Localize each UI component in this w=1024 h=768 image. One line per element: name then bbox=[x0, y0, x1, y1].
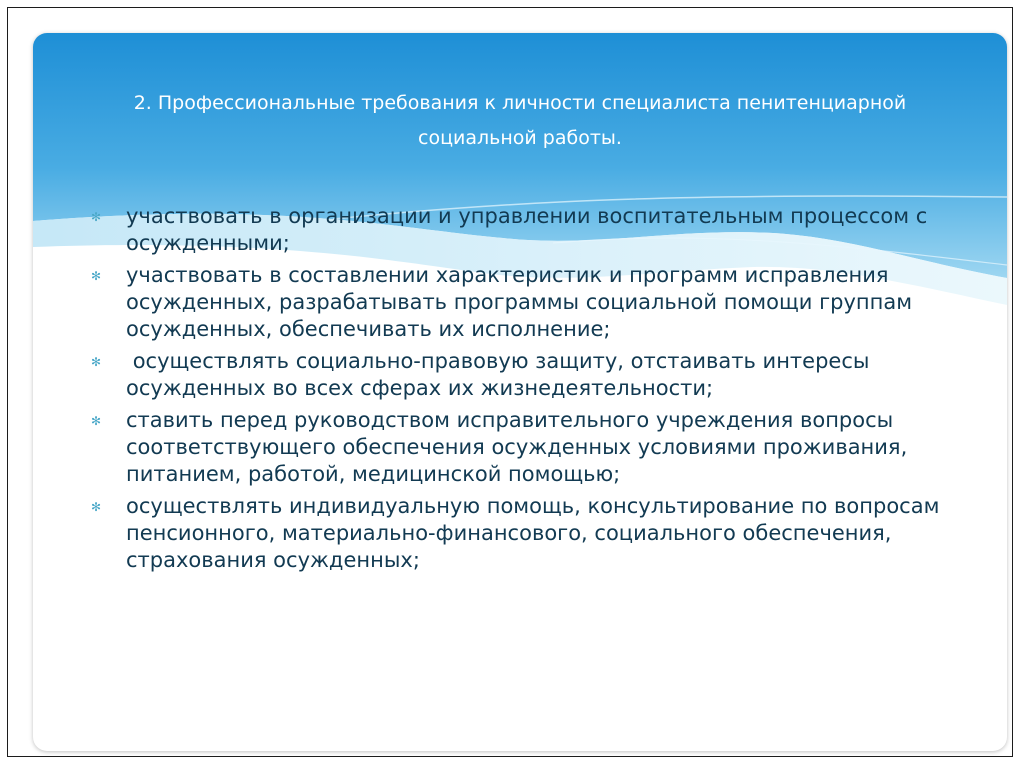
bullet-text: осуществлять индивидуальную помощь, консультирование по вопросам пенсионного, материально-финансового, социального обеспечения, страхования осужденных; bbox=[126, 494, 947, 572]
bullet-text: участвовать в составлении характеристик и программ исправления осужденных, разрабатывать программы социальной помощи группам осужденных, обеспечивать их исполнение; bbox=[126, 263, 919, 341]
presentation-frame bbox=[7, 7, 1013, 757]
list-item bbox=[91, 348, 971, 402]
requirements-list bbox=[91, 203, 971, 579]
slide bbox=[33, 33, 1007, 751]
asterisk-bullet-icon: ✻ bbox=[91, 414, 102, 428]
bullet-text: ставить перед руководством исправительного учреждения вопросы соответствующего обеспечения осужденных условиями проживания, питанием, работой, медицинской помощью; bbox=[126, 408, 914, 486]
list-item bbox=[91, 493, 971, 574]
asterisk-bullet-icon: ✻ bbox=[91, 210, 102, 224]
bullet-text: участвовать в организации и управлении воспитательным процессом с осужденными; bbox=[126, 204, 934, 255]
asterisk-bullet-icon: ✻ bbox=[91, 269, 102, 283]
slide-title: 2. Профессиональные требования к личности специалиста пенитенциарной социальной работы. bbox=[133, 92, 907, 149]
list-item bbox=[91, 203, 971, 257]
list-item bbox=[91, 262, 971, 343]
asterisk-bullet-icon: ✻ bbox=[91, 500, 102, 514]
asterisk-bullet-icon: ✻ bbox=[91, 355, 102, 369]
bullet-text: осуществлять социально-правовую защиту, отстаивать интересы осужденных во всех сферах их жизнедеятельности; bbox=[126, 349, 877, 400]
list-item bbox=[91, 407, 971, 488]
